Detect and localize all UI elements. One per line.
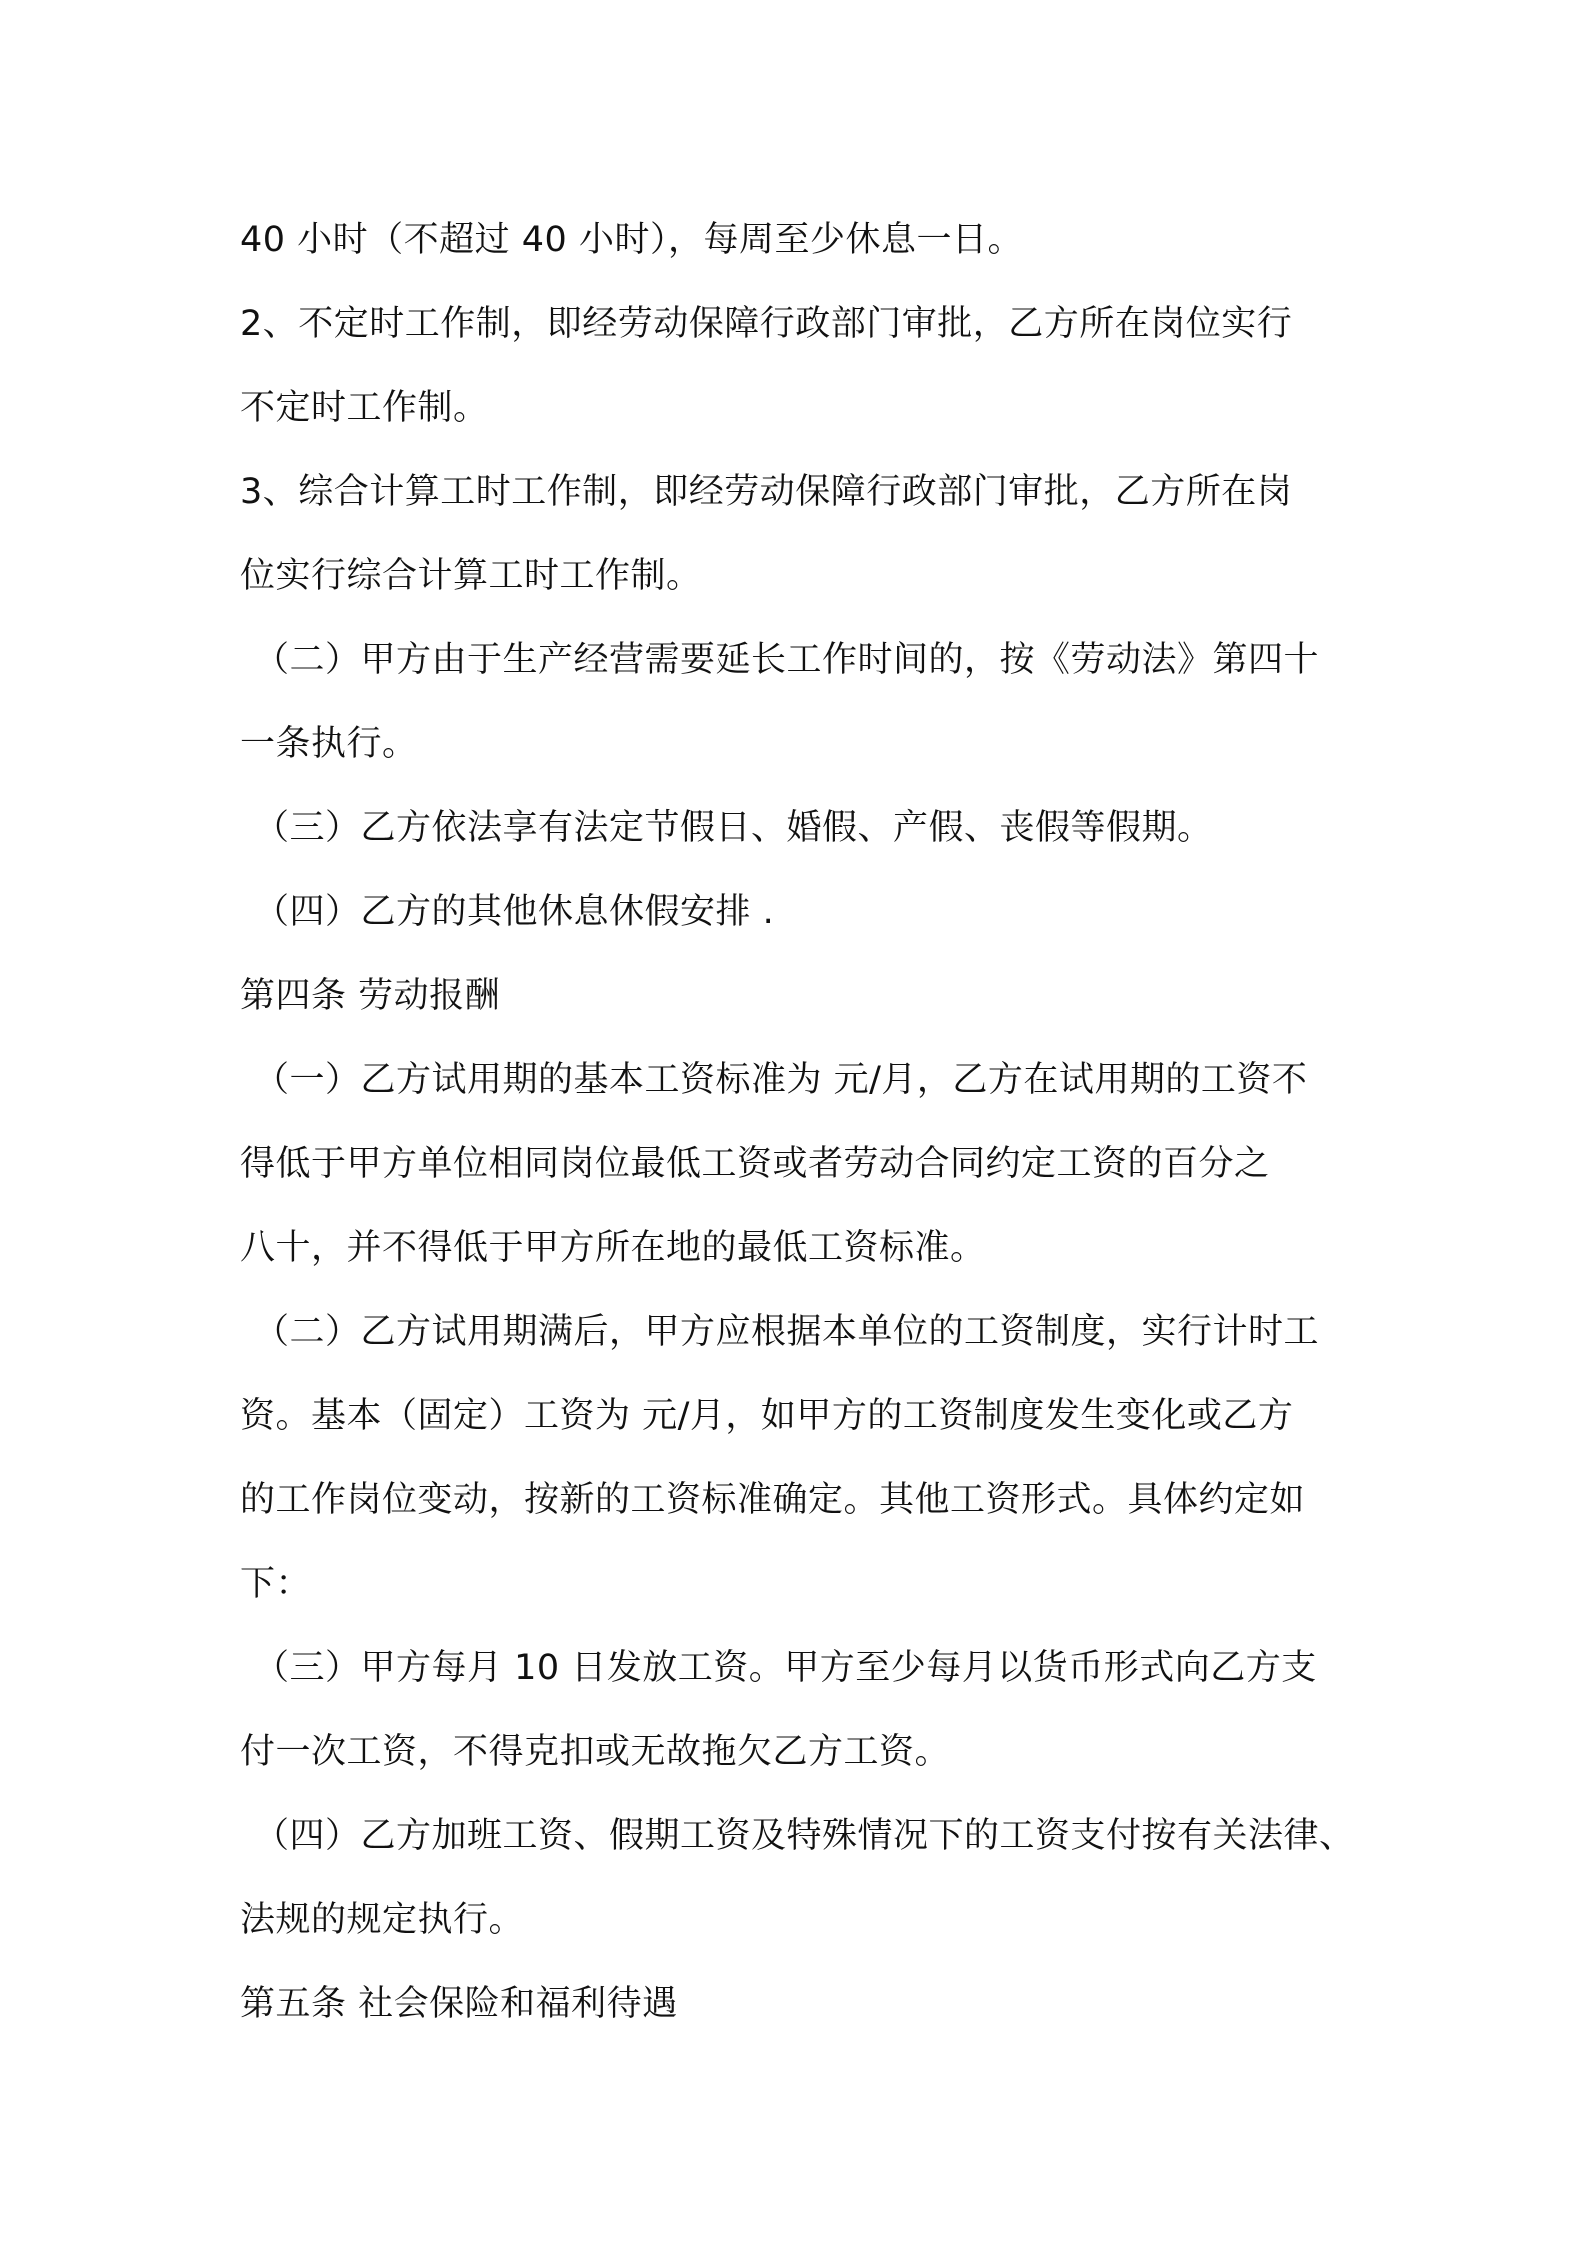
text-line: 2、不定时工作制，即经劳动保障行政部门审批，乙方所在岗位实行: [240, 304, 1293, 344]
text-line: 3、综合计算工时工作制，即经劳动保障行政部门审批，乙方所在岗: [240, 472, 1293, 512]
text-line: 的工作岗位变动，按新的工资标准确定。其他工资形式。具体约定如: [240, 1480, 1306, 1520]
text-line: 付一次工资，不得克扣或无故拖欠乙方工资。: [240, 1732, 951, 1772]
text-line: 位实行综合计算工时工作制。: [240, 556, 702, 596]
text-line: 资。基本（固定）工资为 元/月，如甲方的工资制度发生变化或乙方: [240, 1396, 1294, 1436]
text-line: （二）甲方由于生产经营需要延长工作时间的，按《劳动法》第四十: [254, 640, 1320, 680]
section-heading: 第五条 社会保险和福利待遇: [240, 1984, 678, 2024]
text-line: （一）乙方试用期的基本工资标准为 元/月，乙方在试用期的工资不: [254, 1060, 1308, 1100]
text-line: 不定时工作制。: [240, 388, 489, 428]
text-line: 法规的规定执行。: [240, 1900, 525, 1940]
text-line: （三）甲方每月 10 日发放工资。甲方至少每月以货币形式向乙方支: [254, 1648, 1317, 1688]
text-line: 40 小时（不超过 40 小时），每周至少休息一日。: [240, 220, 1023, 260]
text-line: 得低于甲方单位相同岗位最低工资或者劳动合同约定工资的百分之: [240, 1144, 1270, 1184]
text-line: 一条执行。: [240, 724, 418, 764]
document-body: [240, 198, 1360, 2046]
text-line: 下：: [240, 1564, 312, 1604]
text-line: （二）乙方试用期满后，甲方应根据本单位的工资制度，实行计时工: [254, 1312, 1320, 1352]
section-heading: 第四条 劳动报酬: [240, 976, 501, 1016]
text-line: （三）乙方依法享有法定节假日、婚假、产假、丧假等假期。: [254, 808, 1213, 848]
text-line: （四）乙方的其他休息休假安排 .: [254, 892, 775, 932]
text-line: （四）乙方加班工资、假期工资及特殊情况下的工资支付按有关法律、: [254, 1816, 1355, 1856]
text-line: 八十，并不得低于甲方所在地的最低工资标准。: [240, 1228, 986, 1268]
